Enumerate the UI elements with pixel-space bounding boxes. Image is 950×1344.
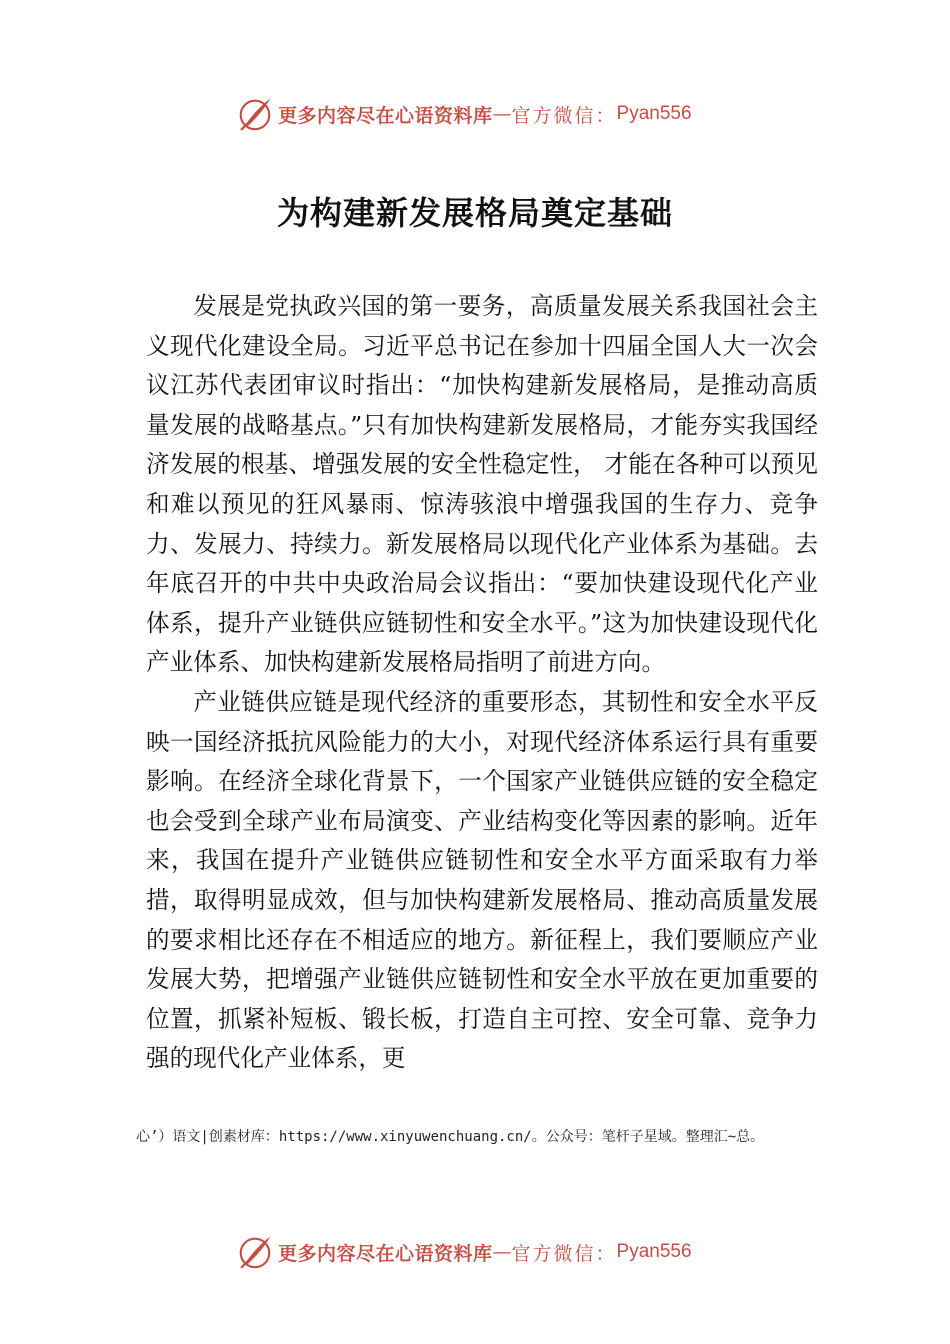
banner-text: 更多内容尽在心语资料库 <box>278 104 493 127</box>
banner-separator: — <box>492 1241 512 1263</box>
page-title: 为构建新发展格局奠定基础 <box>276 194 673 232</box>
header-banner <box>236 94 756 134</box>
banner-separator: — <box>492 103 512 125</box>
banner-text: 更多内容尽在心语资料库 <box>278 1242 493 1265</box>
banner-wechat-id: Pyan556 <box>616 1241 692 1262</box>
article-body <box>146 287 818 1079</box>
quill-logo-icon <box>236 95 274 133</box>
banner-wechat-id: Pyan556 <box>616 103 692 124</box>
footer-banner <box>236 1232 756 1272</box>
paragraph: 发展是党执政兴国的第一要务，高质量发展关系我国社会主义现代化建设全局。习近平总书记在参加十四届全国人大一次会议江苏代表团审议时指出：“加快构建新发展格局，是推动高质量发展的战略基点。”只有加快构建新发展格局，才能夯实我国经济发展的根基、增强发展的安全性稳定性， 才能在各种可以预见和难以预见的狂风暴雨、惊涛骇浪中增强我国的生存力、竞争力、发展力、持续力。新发展格局以现代化产业体系为基础。去年底召开的中共中央政治局会议指出：“要加快建设现代化产业体系，提升产业链供应链韧性和安全水平。”这为加快建设现代化产业体系、加快构建新发展格局指明了前进方向。 <box>146 292 818 677</box>
quill-logo-icon <box>236 1233 274 1271</box>
paragraph: 产业链供应链是现代经济的重要形态，其韧性和安全水平反映一国经济抵抗风险能力的大小，对现代经济体系运行具有重要影响。在经济全球化背景下，一个国家产业链供应链的安全稳定也会受到全球产业布局演变、产业结构变化等因素的影响。近年来，我国在提升产业链供应链韧性和安全水平方面采取有力举措，取得明显成效，但与加快构建新发展格局、推动高质量发展的要求相比还存在不相适应的地方。新征程上，我们要顺应产业发展大势，把增强产业链供应链韧性和安全水平放在更加重要的位置，抓紧补短板、锻长板，打造自主可控、安全可靠、竞争力强的现代化产业体系，更 <box>146 687 818 1073</box>
banner-wechat-label: 官方微信： <box>511 104 617 127</box>
footnote: 心’）语文|创素材库：https://www.xinyuwenchuang.cn/。公众号：笔杆子星域。整理汇~总。 <box>136 1129 765 1145</box>
banner-wechat-label: 官方微信： <box>511 1242 617 1265</box>
